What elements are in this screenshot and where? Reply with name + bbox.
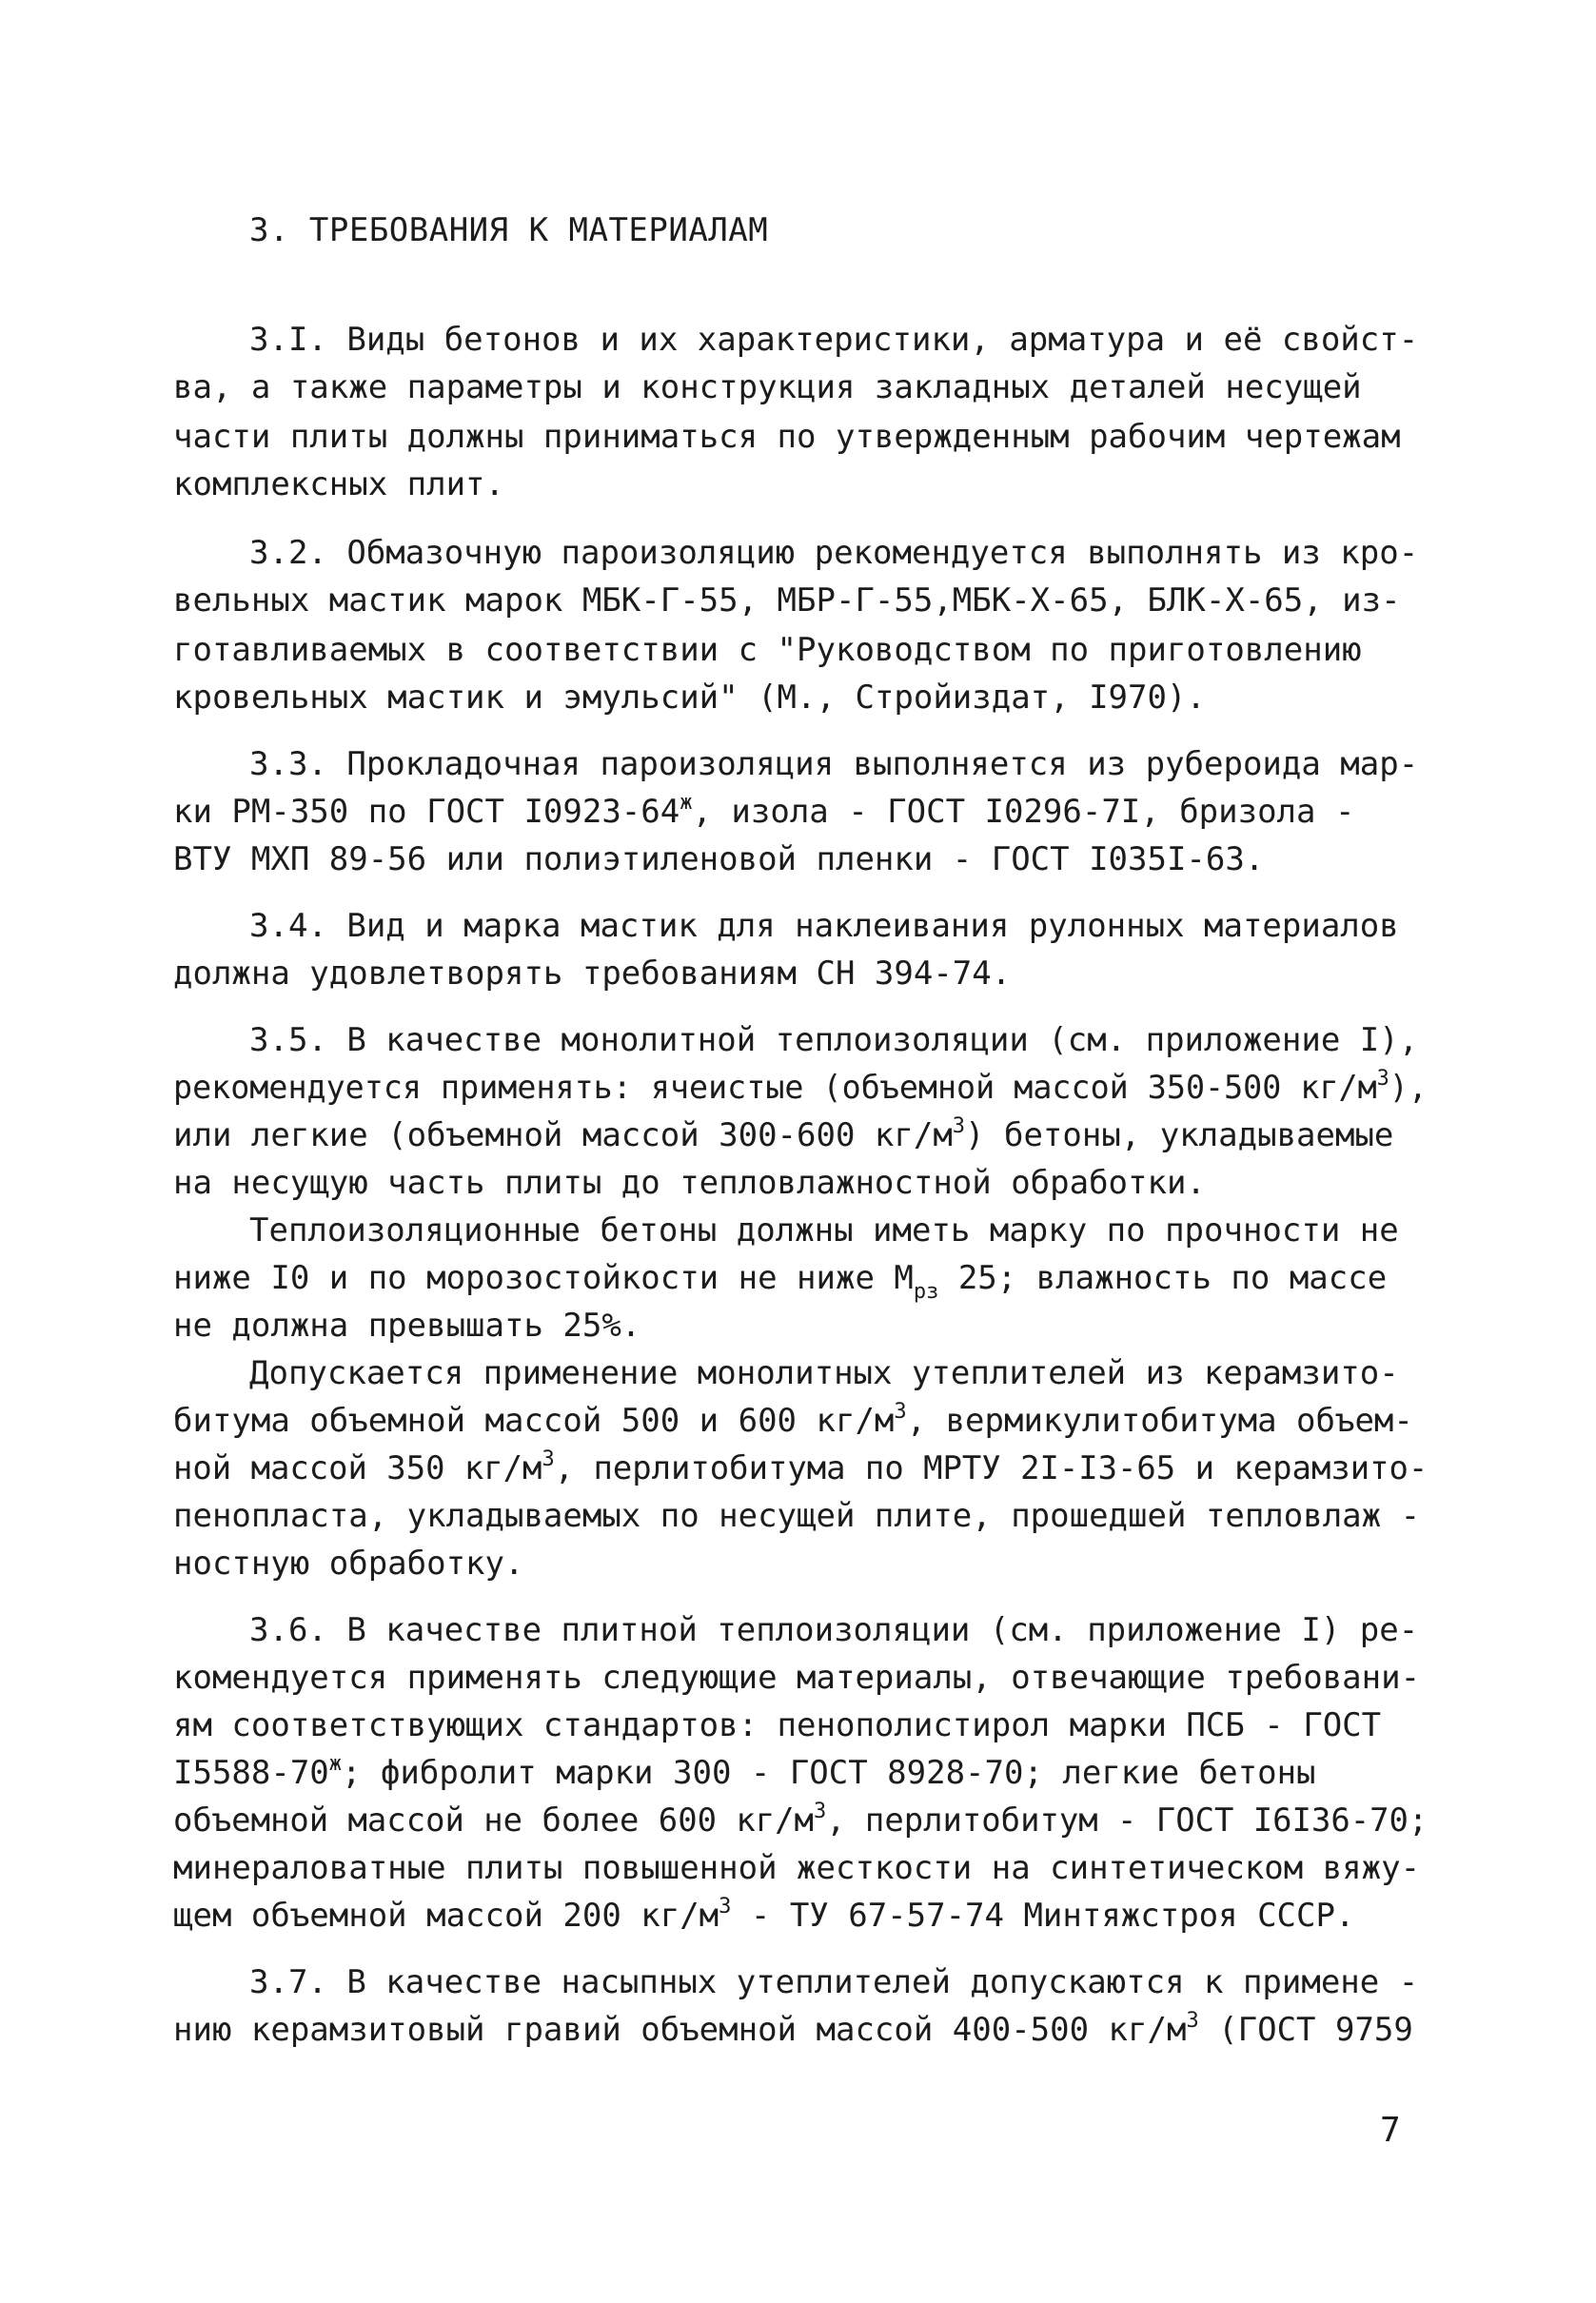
superscript: 3 <box>1376 1067 1389 1091</box>
text-run: 3.5. В качестве монолитной теплоизоляции (см. приложение I), <box>249 1021 1419 1059</box>
text-run: Теплоизоляционные бетоны должны иметь марку по прочности не <box>249 1211 1399 1250</box>
text-line <box>173 1259 1388 1304</box>
text-run: 3.7. В качестве насыпных утеплителей допускаются к примене - <box>249 1963 1419 2001</box>
text-run: ностную обработку. <box>173 1545 524 1583</box>
text-line <box>173 1164 1206 1202</box>
text-line <box>173 2009 1413 2049</box>
text-run: пенопласта, укладываемых по несущей плите, прошедшей тепловлаж - <box>173 1497 1421 1535</box>
subscript: рз <box>913 1280 939 1304</box>
text-line <box>173 840 1265 878</box>
text-run: 3.6. В качестве плитной теплоизоляции (см. приложение I) ре- <box>249 1611 1419 1649</box>
text-run: рекомендуется применять: ячеистые (объемной массой 350-500 кг/м <box>173 1069 1377 1107</box>
superscript: ж <box>328 1752 343 1776</box>
text-line <box>249 1021 1419 1059</box>
text-run: ки РМ-350 по ГОСТ I0923-64 <box>173 793 680 831</box>
text-line <box>249 1611 1419 1649</box>
text-line <box>173 791 1355 831</box>
text-run: минераловатные плиты повышенной жесткости на синтетическом вяжу- <box>173 1849 1421 1887</box>
superscript: ж <box>680 791 693 815</box>
text-run: объемной массой не более 600 кг/м <box>173 1801 814 1840</box>
text-line <box>249 534 1419 572</box>
text-line <box>173 1497 1421 1535</box>
text-line <box>173 465 504 503</box>
superscript: 3 <box>894 1400 907 1424</box>
text-line <box>173 679 1206 717</box>
text-line <box>249 321 1419 359</box>
text-line <box>173 1659 1421 1697</box>
text-line <box>249 907 1399 945</box>
text-line <box>249 1354 1399 1392</box>
superscript: 3 <box>1186 2009 1199 2033</box>
text-run: ВТУ МХП 89-56 или полиэтиленовой пленки - ГОСТ I035I-63. <box>173 840 1265 878</box>
text-run: 25; влажность по массе <box>938 1259 1388 1297</box>
text-line <box>173 418 1401 456</box>
text-line <box>173 1752 1316 1792</box>
text-run: комплексных плит. <box>173 465 504 503</box>
superscript: 3 <box>813 1800 827 1823</box>
text-run: , перлитобитум - ГОСТ I6I36-70; <box>826 1801 1429 1840</box>
text-run: 3.4. Вид и марка мастик для наклеивания рулонных материалов <box>249 907 1399 945</box>
text-line <box>249 1963 1419 2001</box>
text-run: - ТУ 67-57-74 Минтяжстроя СССР. <box>731 1897 1355 1935</box>
text-line <box>173 955 1012 993</box>
text-run: готавливаемых в соответствии с "Руководством по приготовлению <box>173 631 1362 669</box>
text-run: не должна превышать 25%. <box>173 1307 641 1345</box>
text-run: ной массой 350 кг/м <box>173 1449 542 1487</box>
text-run: (ГОСТ 9759 <box>1198 2011 1413 2049</box>
section-heading: 3. ТРЕБОВАНИЯ К МАТЕРИАЛАМ <box>249 211 769 249</box>
text-line <box>173 1307 641 1345</box>
text-run: ям соответствующих стандартов: пенополистирол марки ПСБ - ГОСТ <box>173 1706 1382 1744</box>
text-line <box>173 368 1362 406</box>
superscript: 3 <box>719 1895 732 1919</box>
text-run: ) бетоны, укладываемые <box>965 1116 1394 1154</box>
text-run: кровельных мастик и эмульсий" (М., Стройиздат, I970). <box>173 679 1206 717</box>
text-line <box>173 1800 1429 1840</box>
text-line <box>173 1400 1413 1440</box>
text-line <box>173 1114 1394 1154</box>
text-run: вельных мастик марок МБК-Г-55, МБР-Г-55,МБК-Х-65, БЛК-Х-65, из- <box>173 581 1401 620</box>
text-run: 3.I. Виды бетонов и их характеристики, арматура и её свойст- <box>249 321 1419 359</box>
text-run: , перлитобитума по МРТУ 2I-I3-65 и керамзито- <box>554 1449 1429 1487</box>
text-line <box>173 1895 1355 1935</box>
text-line <box>173 581 1401 620</box>
text-run: должна удовлетворять требованиям СН 394-74. <box>173 955 1012 993</box>
text-run: битума объемной массой 500 и 600 кг/м <box>173 1402 895 1440</box>
text-line <box>173 1849 1421 1887</box>
text-run: 3.2. Обмазочную пароизоляцию рекомендуется выполнять из кро- <box>249 534 1419 572</box>
text-run: нию керамзитовый гравий объемной массой 400-500 кг/м <box>173 2011 1187 2049</box>
page-number: 7 <box>1380 2111 1401 2150</box>
text-run: на несущую часть плиты до тепловлажностной обработки. <box>173 1164 1206 1202</box>
text-line <box>173 1447 1429 1487</box>
text-line <box>173 1706 1382 1744</box>
text-run: щем объемной массой 200 кг/м <box>173 1897 719 1935</box>
superscript: 3 <box>952 1114 966 1138</box>
text-run: Допускается применение монолитных утеплителей из керамзито- <box>249 1354 1399 1392</box>
text-run: ; фибролит марки 300 - ГОСТ 8928-70; легкие бетоны <box>342 1754 1316 1792</box>
text-run: ва, а также параметры и конструкция закладных деталей несущей <box>173 368 1362 406</box>
text-line <box>173 1545 524 1583</box>
text-run: или легкие (объемной массой 300-600 кг/м <box>173 1116 953 1154</box>
text-line <box>249 745 1419 783</box>
superscript: 3 <box>542 1447 555 1471</box>
text-run: , изола - ГОСТ I0296-7I, бризола - <box>692 793 1355 831</box>
text-line <box>173 631 1362 669</box>
text-line <box>173 1067 1428 1107</box>
text-run: ниже I0 и по морозостойкости не ниже М <box>173 1259 914 1297</box>
text-run: I5588-70 <box>173 1754 329 1792</box>
text-run: ), <box>1389 1069 1428 1107</box>
text-line <box>249 1211 1399 1250</box>
text-run: части плиты должны приниматься по утвержденным рабочим чертежам <box>173 418 1401 456</box>
text-run: , вермикулитобитума объем- <box>906 1402 1413 1440</box>
text-run: 3.3. Прокладочная пароизоляция выполняется из рубероида мар- <box>249 745 1419 783</box>
text-run: комендуется применять следующие материалы, отвечающие требовани- <box>173 1659 1421 1697</box>
